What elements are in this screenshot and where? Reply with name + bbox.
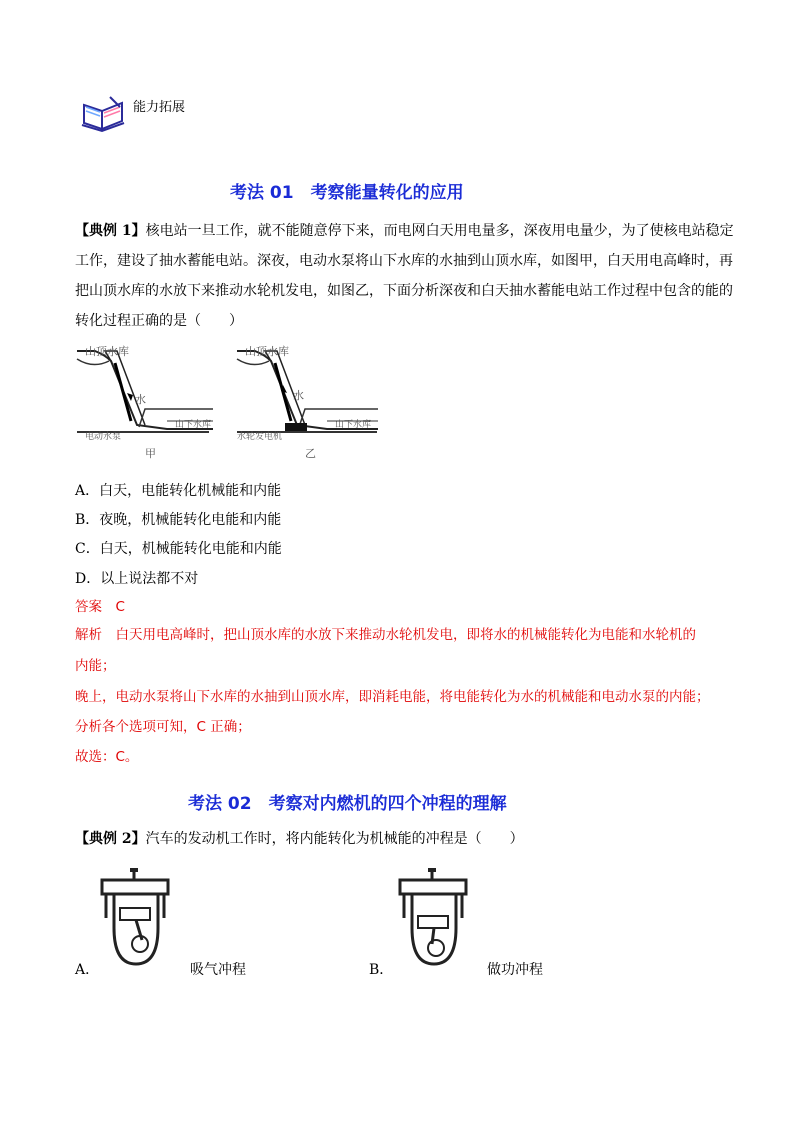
fig-b-top-label: 山顶水库 <box>245 345 289 358</box>
option2-a-text: 吸气冲程 <box>190 962 246 978</box>
fig-a-flow-label: 水 <box>135 393 146 406</box>
open-book-icon <box>80 93 128 133</box>
figure-jia <box>75 345 215 460</box>
method1-heading: 考法 01 考察能量转化的应用 <box>230 183 464 203</box>
engine-figure-b <box>398 868 468 968</box>
example1-tag: 【典例 1】 <box>75 223 146 239</box>
fig-a-bottom-left-label: 电动水泵 <box>85 432 122 442</box>
fig-b-flow-label: 水 <box>293 389 304 402</box>
analysis-line-3: 晚上，电动水泵将山下水库的水抽到山顶水库，即消耗电能，将电能转化为水的机械能和电动水泵的内能； <box>75 689 710 705</box>
figure-yi <box>235 345 380 460</box>
option-a: A．白天，电能转化机械能和内能 <box>75 483 282 499</box>
option-d: D．以上说法都不对 <box>75 571 199 587</box>
example2-paragraph <box>75 826 735 852</box>
example2-tag: 【典例 2】 <box>75 831 146 847</box>
analysis-line-2: 内能； <box>75 658 116 674</box>
example1-paragraph <box>75 216 735 336</box>
fig-a-bottom-right-label: 山下水库 <box>175 420 212 430</box>
option2-a-letter: A． <box>75 962 100 978</box>
example1-question: 核电站一旦工作，就不能随意停下来，而电网白天用电量多，深夜用电量少，为了使核电站稳定工作，建设了抽水蓄能电站。深夜，电动水泵将山下水库的水抽到山顶水库，如图甲，白天用电高峰时，再把山顶水库的水放下来推动水轮机发电，如图乙，下面分析深夜和白天抽水蓄能电站工作过程中包含的能的转化过程正确的是（ ） <box>75 223 734 329</box>
fig-b-bottom-right-label: 山下水库 <box>335 420 372 430</box>
fig-b-caption: 乙 <box>305 447 316 460</box>
analysis-line-1: 解析 白天用电高峰时，把山顶水库的水放下来推动水轮机发电，即将水的机械能转化为电能和水轮机的 <box>75 627 696 643</box>
fig-b-bottom-left-label: 水轮发电机 <box>237 432 283 442</box>
engine-figure-a <box>100 868 170 968</box>
example2-question: 汽车的发动机工作时，将内能转化为机械能的冲程是（ ） <box>145 831 524 847</box>
option2-b-letter: B． <box>369 962 394 978</box>
answer-line: 答案 C <box>75 599 125 615</box>
section-label: 能力拓展 <box>133 100 186 115</box>
option-c: C．白天，机械能转化电能和内能 <box>75 541 282 557</box>
option-b: B．夜晚，机械能转化电能和内能 <box>75 512 282 528</box>
option2-b-text: 做功冲程 <box>487 962 543 978</box>
fig-a-caption: 甲 <box>145 447 156 460</box>
fig-a-top-label: 山顶水库 <box>85 345 129 358</box>
method2-heading: 考法 02 考察对内燃机的四个冲程的理解 <box>188 794 507 814</box>
analysis-line-5: 故选：C。 <box>75 749 139 765</box>
analysis-line-4: 分析各个选项可知，C 正确； <box>75 719 251 735</box>
